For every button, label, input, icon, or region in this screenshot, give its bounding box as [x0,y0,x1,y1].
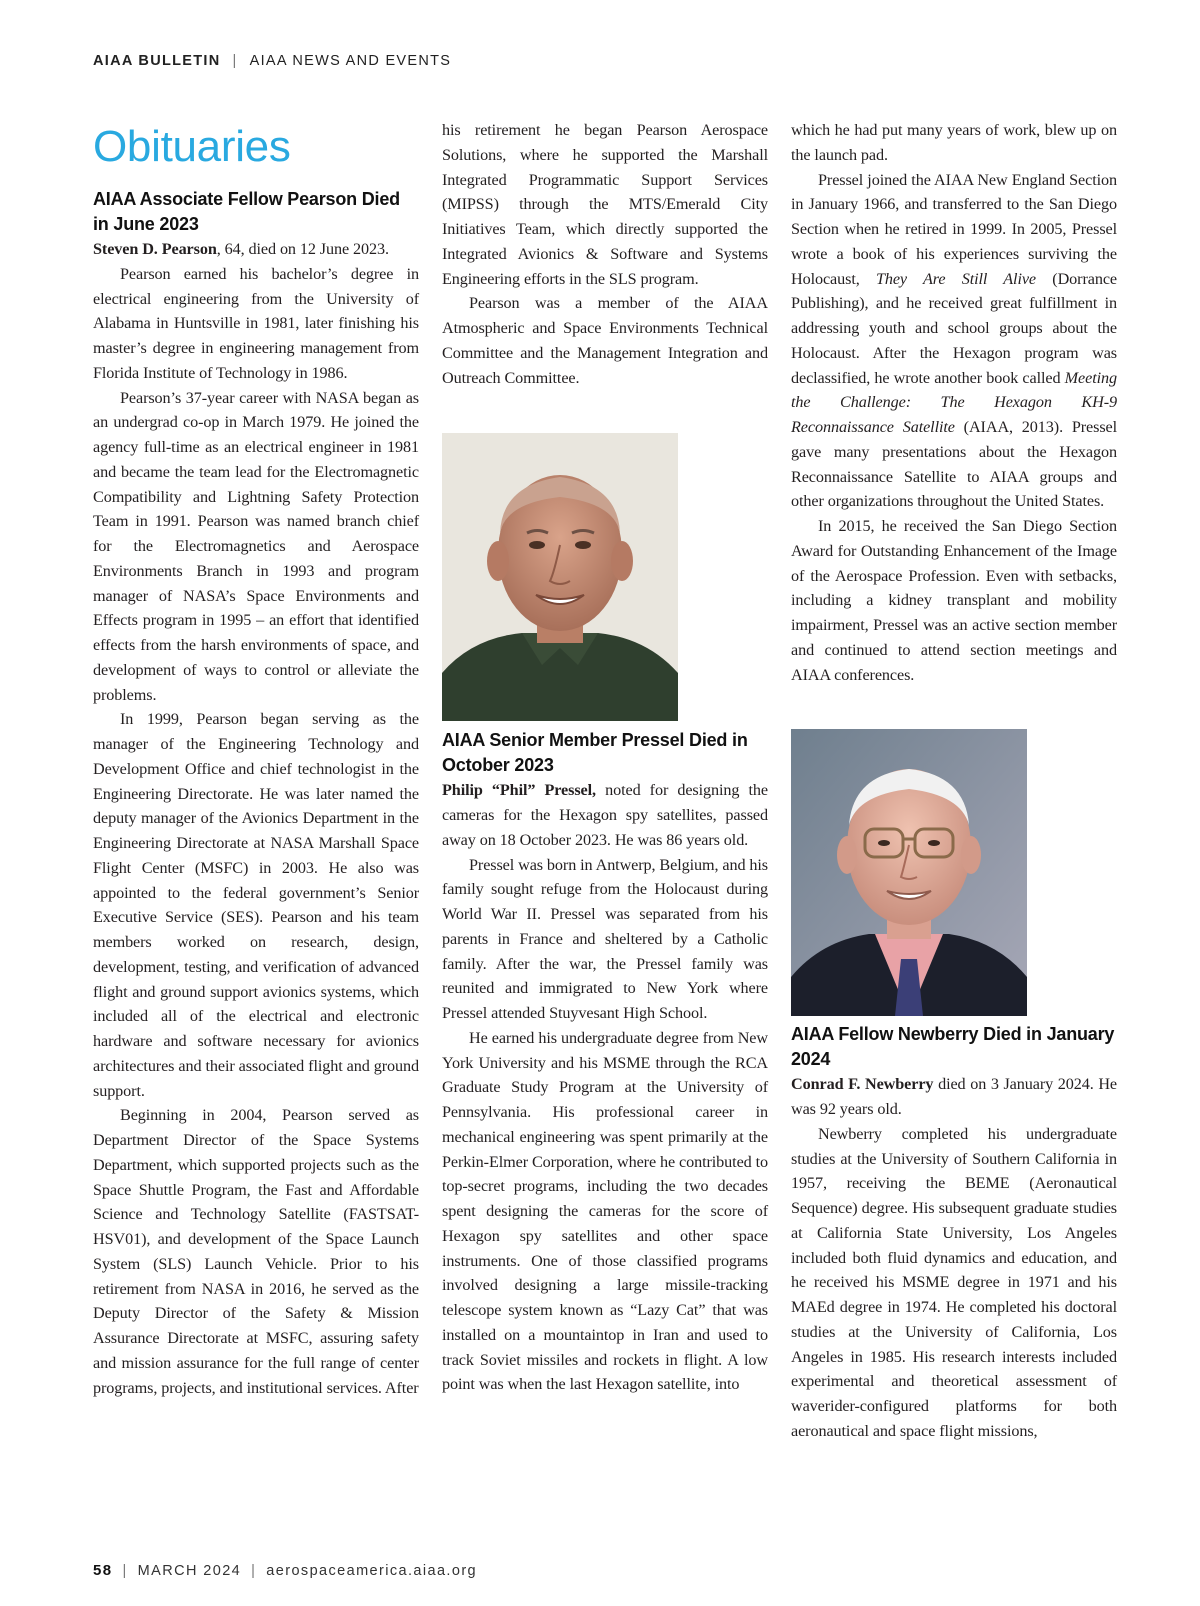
newberry-intro [791,1072,1117,1122]
column-1 [93,118,419,1400]
website-link[interactable]: aerospaceamerica.aiaa.org [266,1563,478,1579]
issue-date: MARCH 2024 [137,1563,242,1579]
footer-separator-2: | [251,1563,257,1579]
pressel-paragraph-4-b: (Dorrance Publishing), and he received great fulfillment in addressing youth and school groups about the Holocaust. After the Hexagon program was declassified, he wrote another book called [791,269,1117,387]
newberry-name: Conrad F. Newberry [791,1075,934,1094]
pearson-paragraph-6: Pearson was a member of the AIAA Atmospheric and Space Environments Technical Committee and the Management Integration and Outreach Committee. [442,294,768,387]
pressel-intro [442,778,768,852]
pressel-paragraph-5: In 2015, he received the San Diego Section Award for Outstanding Enhancement of the Image of the Aerospace Profession. Even with setbacks, including a kidney transplant and mobility impairment, Pressel was an active section member and continued to attend section meetings and AIAA conferences. [791,517,1117,684]
pressel-paragraph-3: which he had put many years of work, blew up on the launch pad. [791,121,1117,164]
newberry-photo [791,729,1027,1016]
newberry-paragraph-1: Newberry completed his undergraduate studies at the University of Southern California in 1957, receiving the BEME (Aeronautical Sequence) degree. His subsequent graduate studies at California State University, Los Angeles included both fluid dynamics and education, and he received his MSME degree in 1971 and his MAEd degree in 1974. He completed his doctoral studies at the University of California, Los Angeles in 1985. His research interests included experimental and theoretical assessment of waverider-configured platforms for both aeronautical and space flight missions, [791,1124,1117,1440]
column-2 [442,118,768,1397]
pressel-name: Philip “Phil” Pressel, [442,781,596,800]
pearson-name: Steven D. Pearson [93,240,217,258]
pressel-paragraph-2: He earned his undergraduate degree from New York University and his MSME through the RCA Graduate Study Program at the University of Pennsylvania. His professional career in mechanical engineering was spent primarily at the Perkin-Elmer Corporation, where he contributed to top-secret programs, including the two decades spent designing the cameras for the score of Hexagon spy satellites and other space instruments. One of those classified programs involved designing a large missile-tracking telescope system known as “Lazy Cat” that was installed on a mountaintop in Iran and used to track Soviet missiles and rockets in flight. A low point was when the last Hexagon satellite, into [442,1028,768,1394]
book-title-meeting-the-challenge: Meeting the Challenge: The Hexagon KH-9 Reconnaissance Satellite [791,368,1117,436]
pressel-photo [442,433,678,721]
newberry-portrait-image [791,729,1027,1016]
newberry-intro-text: died on 3 January 2024. He was 92 years old. [791,1075,1118,1118]
running-header [93,53,451,69]
section-name: AIAA BULLETIN [93,53,221,69]
pressel-intro-text: noted for designing the cameras for the Hexagon spy satellites, passed away on 18 October 2023. He was 86 years old. [442,781,768,849]
pressel-paragraph-4-c: (AIAA, 2013). Pressel gave many presentations about the Hexagon Reconnaissance Satellite to AIAA groups and other organizations throughout the United States. [791,418,1117,511]
pressel-headline: AIAA Senior Member Pressel Died in October 2023 [442,730,748,776]
subsection-name: AIAA NEWS AND EVENTS [249,53,452,69]
page-title: Obituaries [93,122,291,171]
pearson-paragraph-2: Pearson’s 37-year career with NASA began as an undergrad co-op in March 1979. He joined the agency full-time as an electrical engineer in 1981 and became the team lead for the Electromagnetic Compatibility and Lightning Safety Protection Team in 1991. Pearson was named branch chief for the Electromagnetics and Aerospace Environments Branch in 1993 and program manager of NASA’s Space Environments and Effects program in 1995 – an effort that identified effects from the harsh environments of space, and development of ways to control or alleviate the problems. [93,388,419,704]
pearson-paragraph-1: Pearson earned his bachelor’s degree in electrical engineering from the University of Alabama in Huntsville in 1981, later finishing his master’s degree in engineering management from Florida Institute of Technology in 1986. [93,264,419,382]
page-number: 58 [93,1562,113,1579]
footer-separator-1: | [122,1563,128,1579]
column-3 [791,118,1117,1444]
pearson-intro-text: , 64, died on 12 June 2023. [216,240,389,258]
header-separator: | [232,53,238,69]
pearson-headline: AIAA Associate Fellow Pearson Died in June 2023 [93,189,400,234]
pressel-paragraph-4-a: Pressel joined the AIAA New England Section in January 1966, and transferred to the San Diego Section when he retired in 1999. In 2005, Pressel wrote a book of his experiences surviving the Holocaust, [791,170,1117,288]
pearson-paragraph-3: In 1999, Pearson began serving as the manager of the Engineering Technology and Development Office and chief technologist in the Engineering Directorate. He was later named the deputy manager of the Avionics Department in the Engineering Directorate at NASA Marshall Space Flight Center (MSFC) in 2003. He also was appointed to the federal government’s Senior Executive Service (SES). Pearson and his team members worked on research, design, development, testing, and verification of advanced flight and ground support avionics systems, which included all of the electrical and electronic hardware and software necessary for avionics architectures and their associated flight and ground support. [93,710,419,1100]
newberry-headline: AIAA Fellow Newberry Died in January 2024 [791,1024,1115,1070]
pressel-portrait-image [442,433,678,721]
pressel-paragraph-4 [791,168,1117,515]
pressel-paragraph-1: Pressel was born in Antwerp, Belgium, and his family sought refuge from the Holocaust during World War II. Pressel was separated from his parents in France and sheltered by a Catholic family. After the war, the Pressel family was reunited and immigrated to New York where Pressel attended Stuyvesant High School. [442,855,768,1022]
book-title-they-are-still-alive: They Are Still Alive [875,269,1037,288]
pearson-paragraph-4: Beginning in 2004, Pearson served as Department Director of the Space Systems Department, which supported projects such as the Space Shuttle Program, the Fast and Affordable Science and Technology Satellite (FASTSAT-HSV01), and development of the Space Launch System (SLS) Launch Vehicle. Prior to his retirement from NASA in 2016, he served as the Deputy Director of the Safety & Mission Assurance Directorate at MSFC, assuring safety and mission assurance for the full range of center programs, projects, and institutional services. After [93,1106,419,1397]
pearson-paragraph-5: his retirement he began Pearson Aerospace Solutions, where he supported the Marshall Integrated Programmatic Support Services (MIPSS) through the MTS/Emerald City Initiatives Team, which directly supported the Integrated Avionics & Software and Systems Engineering efforts in the SLS program. [442,121,768,288]
page-footer [93,1562,477,1579]
pearson-intro [93,237,419,262]
